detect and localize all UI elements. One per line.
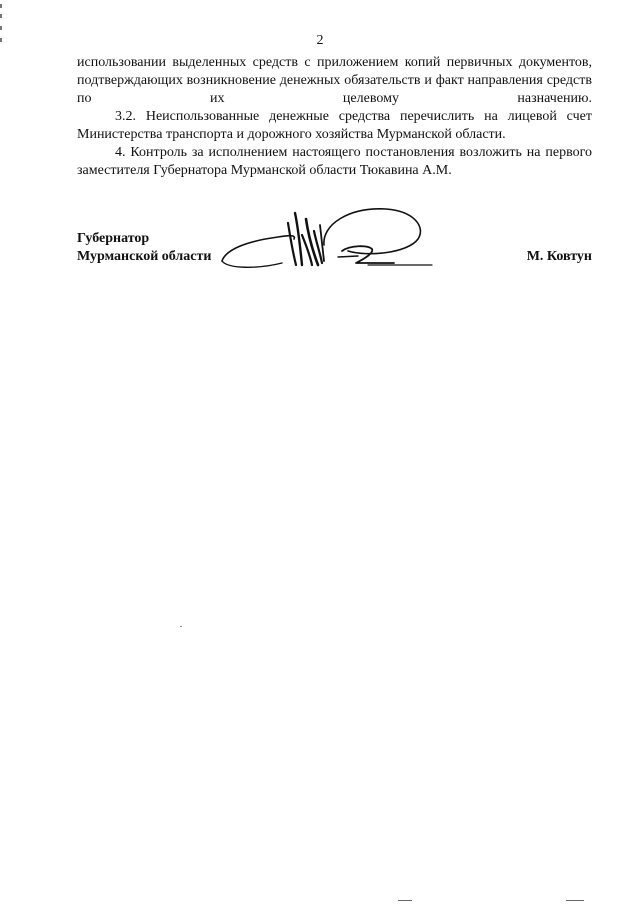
document-body bbox=[77, 54, 592, 180]
scan-speck bbox=[180, 626, 182, 627]
page-number: 2 bbox=[316, 33, 324, 48]
footer-mark-right bbox=[566, 900, 584, 901]
paragraph-4: 4. Контроль за исполнением настоящего постановления возложить на первого заместителя Губернатора Мурманской области Тюкавина А.М. bbox=[77, 145, 592, 178]
paragraph-3-2: 3.2. Неиспользованные денежные средства перечислить на лицевой счет Министерства транспорта и дорожного хозяйства Мурманской области. bbox=[77, 109, 592, 142]
signatory-title-line1: Губернатор bbox=[77, 231, 150, 246]
signatory-title-line2: Мурманской области bbox=[77, 249, 212, 264]
paragraph-continuation: использовании выделенных средств с приложением копий первичных документов, подтверждающих возникновение денежных обязательств и факт направления средств по их целевому назначению. bbox=[77, 55, 592, 106]
footer-mark-left bbox=[398, 900, 412, 901]
scan-edge-marks bbox=[0, 0, 3, 60]
handwritten-signature bbox=[218, 205, 436, 277]
signatory-name: М. Ковтун bbox=[526, 249, 592, 264]
